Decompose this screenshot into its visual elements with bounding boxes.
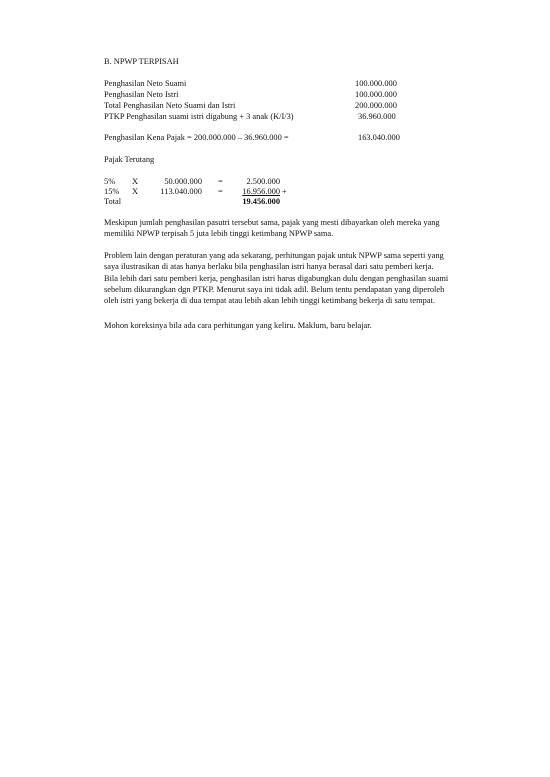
tax-row-2-times: X (132, 187, 139, 196)
paragraph-2: Problem lain dengan peraturan yang ada sekarang, perhitungan pajak untuk NPWP sama seperti yang saya ilustrasikan di atas hanya berlaku bila penghasilan istri hanya berasal dari satu pemberi kerja. Bila lebih dari satu pemberi kerja, penghasilan istri harus digabungkan dulu dengan penghasilan suami sebelum dikurangkan dgn PTKP. Menurut saya ini tidak adil. Belum tentu pendapatan yang diperoleh oleh istri yang bekerja di dua tempat atau lebih akan lebih tinggi ketimbang bekerja di satu tempat. (104, 251, 449, 306)
tax-row-2-equals: = (218, 187, 223, 196)
tax-total-label: Total (104, 197, 122, 206)
taxable-income-value: 163.040.000 (358, 133, 400, 142)
income-value-wife: 100.000.000 (355, 90, 397, 99)
section-heading: B. NPWP TERPISAH (104, 57, 179, 66)
income-label-husband: Penghasilan Neto Suami (104, 79, 187, 88)
taxable-income-label: Penghasilan Kena Pajak = 200.000.000 – 36.960.000 = (104, 133, 289, 142)
tax-row-2-rate: 15% (104, 187, 120, 196)
paragraph-3: Mohon koreksinya bila ada cara perhitungan yang keliru. Maklum, baru belajar. (104, 321, 372, 330)
tax-row-2-base: 113.040.000 (160, 187, 202, 196)
tax-total-value: 19.456.000 (242, 197, 280, 206)
income-value-total: 200.000.000 (355, 101, 397, 110)
tax-row-1-rate: 5% (104, 177, 116, 186)
income-value-ptkp: 36.960.000 (358, 112, 396, 121)
income-label-wife: Penghasilan Neto Istri (104, 90, 179, 99)
income-label-total: Total Penghasilan Neto Suami dan Istri (104, 101, 236, 110)
tax-row-1-result: 2.500.000 (246, 177, 280, 186)
tax-row-1-times: X (132, 177, 139, 186)
tax-row-2-result: 16.956.000 (242, 187, 280, 196)
paragraph-1: Meskipun jumlah penghasilan pasutri tersebut sama, pajak yang mesti dibayarkan oleh mereka yang memiliki NPWP terpisah 5 juta lebih tinggi ketimbang NPWP sama. (104, 218, 440, 239)
income-value-husband: 100.000.000 (355, 79, 397, 88)
tax-row-2-plus: + (282, 187, 287, 196)
income-label-ptkp: PTKP Penghasilan suami istri digabung + 3 anak (K/I/3) (104, 112, 294, 121)
tax-due-title: Pajak Terutang (104, 155, 155, 164)
tax-row-1-base: 50.000.000 (164, 177, 202, 186)
tax-row-1-equals: = (218, 177, 223, 186)
